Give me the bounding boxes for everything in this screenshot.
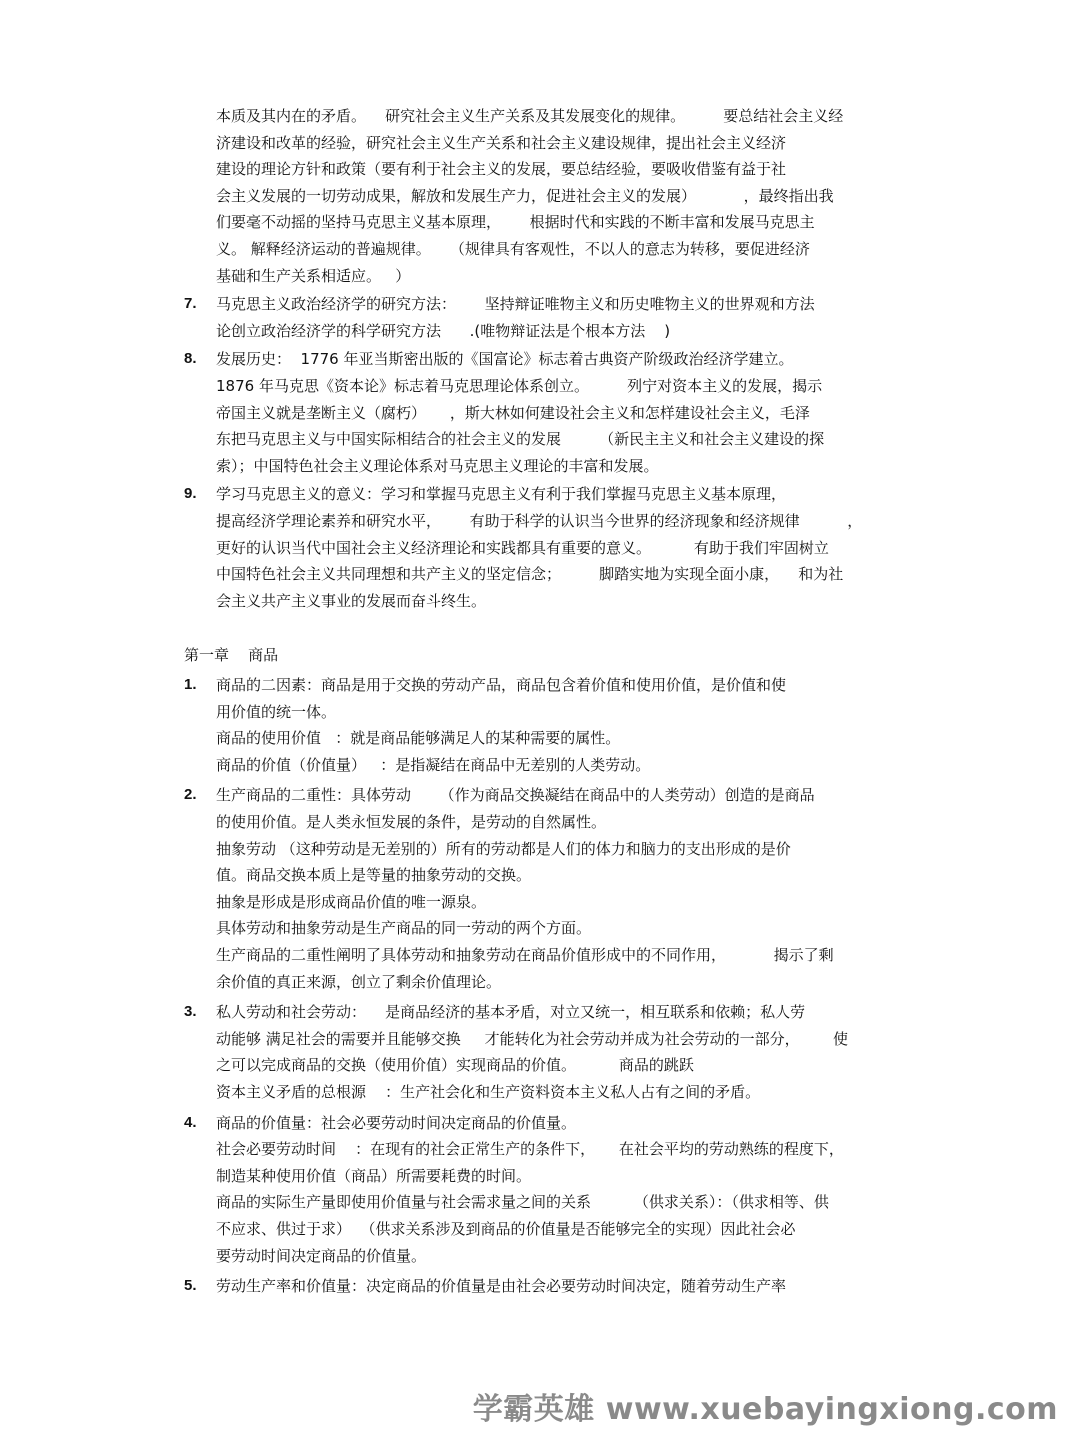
- list-item-line: 提高经济学理论素养和研究水平， 有助于科学的认识当今世界的经济现象和经济规律 ，: [216, 512, 863, 530]
- list-item-line: 东把马克思主义与中国实际相结合的社会主义的发展 （新民主主义和社会主义建设的探: [216, 430, 825, 449]
- list-item-line: 商品的价值量：社会必要劳动时间决定商品的价值量。: [216, 1113, 577, 1132]
- list-item-line: 要劳动时间决定商品的价值量。: [216, 1246, 427, 1265]
- list-item-line: 余价值的真正来源，创立了剩余价值理论。: [216, 972, 502, 991]
- list-item-number: 3.: [184, 1003, 197, 1021]
- list-item-line: 1876 年马克思《资本论》标志着马克思理论体系创立。 列宁对资本主义的发展，揭示: [216, 377, 823, 395]
- list-item-line: 会主义共产主义事业的发展而奋斗终生。: [216, 591, 487, 610]
- list-item-line: 商品的二因素：商品是用于交换的劳动产品，商品包含着价值和使用价值，是价值和使: [216, 676, 787, 694]
- list-item-number: 5.: [184, 1277, 197, 1295]
- list-item-line: 商品的实际生产量即使用价值量与社会需求量之间的关系 （供求关系）：（供求相等、供: [216, 1193, 829, 1212]
- paragraph-line: 会主义发展的一切劳动成果，解放和发展生产力，促进社会主义的发展） ，最终指出我: [216, 186, 834, 205]
- list-item-line: 的使用价值。是人类永恒发展的条件，是劳动的自然属性。: [216, 813, 607, 831]
- list-item-line: 商品的使用价值 ：就是商品能够满足人的某种需要的属性。: [216, 729, 621, 748]
- list-item-line: 抽象是形成是形成商品价值的唯一源泉。: [216, 892, 487, 911]
- list-item-line: 用价值的统一体。: [216, 702, 337, 721]
- paragraph-line: 济建设和改革的经验，研究社会主义生产关系和社会主义建设规律，提出社会主义经济: [216, 133, 787, 152]
- list-item-number: 8.: [184, 350, 197, 368]
- list-item-number: 4.: [184, 1113, 197, 1131]
- list-item-line: 具体劳动和抽象劳动是生产商品的同一劳动的两个方面。: [216, 919, 592, 938]
- paragraph-line: 义。 解释经济运动的普遍规律。 （规律具有客观性，不以人的意志为转移，要促进经济: [216, 240, 810, 258]
- chapter-heading: 第一章 商品: [184, 646, 279, 665]
- list-item-number: 2.: [184, 786, 197, 804]
- list-item-line: 商品的价值（价值量） ：是指凝结在商品中无差别的人类劳动。: [216, 755, 651, 774]
- paragraph-line: 建设的理论方针和政策（要有利于社会主义的发展，要总结经验，要吸收借鉴有益于社: [216, 160, 787, 179]
- list-item-number: 1.: [184, 676, 197, 693]
- list-item-line: 论创立政治经济学的科学研究方法 .(唯物辩证法是个根本方法 ): [216, 321, 671, 340]
- list-item-line: 之可以完成商品的交换（使用价值）实现商品的价值。 商品的跳跃: [216, 1056, 694, 1075]
- list-item-line: 中国特色社会主义共同理想和共产主义的坚定信念； 脚踏实地为实现全面小康， 和为社: [216, 565, 844, 584]
- paragraph-line: 们要毫不动摇的坚持马克思主义基本原理， 根据时代和实践的不断丰富和发展马克思主: [216, 213, 815, 232]
- list-item-line: 不应求、供过于求） （供求关系涉及到商品的价值量是否能够完全的实现）因此社会必: [216, 1220, 796, 1238]
- list-item-line: 学习马克思主义的意义：学习和掌握马克思主义有利于我们掌握马克思主义基本原理，: [216, 485, 787, 504]
- list-item-line: 制造某种使用价值（商品）所需要耗费的时间。: [216, 1166, 532, 1185]
- list-item-line: 马克思主义政治经济学的研究方法： 坚持辩证唯物主义和历史唯物主义的世界观和方法: [216, 295, 815, 314]
- paragraph-line: 本质及其内在的矛盾。 研究社会主义生产关系及其发展变化的规律。 要总结社会主义经: [216, 107, 844, 125]
- watermark: 学霸英雄 www.xuebayingxiong.com: [472, 1392, 1058, 1427]
- list-item-line: 动能够 满足社会的需要并且能够交换 才能转化为社会劳动并成为社会劳动的一部分， 使: [216, 1029, 848, 1048]
- list-item-line: 帝国主义就是垄断主义（腐朽） ，斯大林如何建设社会主义和怎样建设社会主义，毛泽: [216, 403, 810, 422]
- list-item-number: 7.: [184, 295, 197, 313]
- list-item-line: 索）；中国特色社会主义理论体系对马克思主义理论的丰富和发展。: [216, 456, 659, 475]
- list-item-line: 值。商品交换本质上是等量的抽象劳动的交换。: [216, 866, 532, 885]
- list-item-line: 社会必要劳动时间 ：在现有的社会正常生产的条件下， 在社会平均的劳动熟练的程度下，: [216, 1140, 844, 1159]
- list-item-line: 发展历史： 1776 年亚当斯密出版的《国富论》标志着古典资产阶级政治经济学建立。: [216, 350, 794, 369]
- list-item-line: 生产商品的二重性阐明了具体劳动和抽象劳动在商品价值形成中的不同作用， 揭示了剩: [216, 946, 834, 964]
- list-item-line: 抽象劳动 （这种劳动是无差别的）所有的劳动都是人们的体力和脑力的支出形成的是价: [216, 839, 791, 858]
- list-item-number: 9.: [184, 485, 197, 503]
- list-item-line: 私人劳动和社会劳动： 是商品经济的基本矛盾，对立又统一，相互联系和依赖；私人劳: [216, 1003, 806, 1022]
- list-item-line: 生产商品的二重性：具体劳动 （作为商品交换凝结在商品中的人类劳动）创造的是商品: [216, 786, 815, 805]
- list-item-line: 更好的认识当代中国社会主义经济理论和实践都具有重要的意义。 有助于我们牢固树立: [216, 538, 829, 557]
- list-item-line: 资本主义矛盾的总根源 ：生产社会化和生产资料资本主义私人占有之间的矛盾。: [216, 1083, 761, 1101]
- list-item-line: 劳动生产率和价值量：决定商品的价值量是由社会必要劳动时间决定，随着劳动生产率: [216, 1277, 787, 1296]
- paragraph-line: 基础和生产关系相适应。 ）: [216, 266, 411, 285]
